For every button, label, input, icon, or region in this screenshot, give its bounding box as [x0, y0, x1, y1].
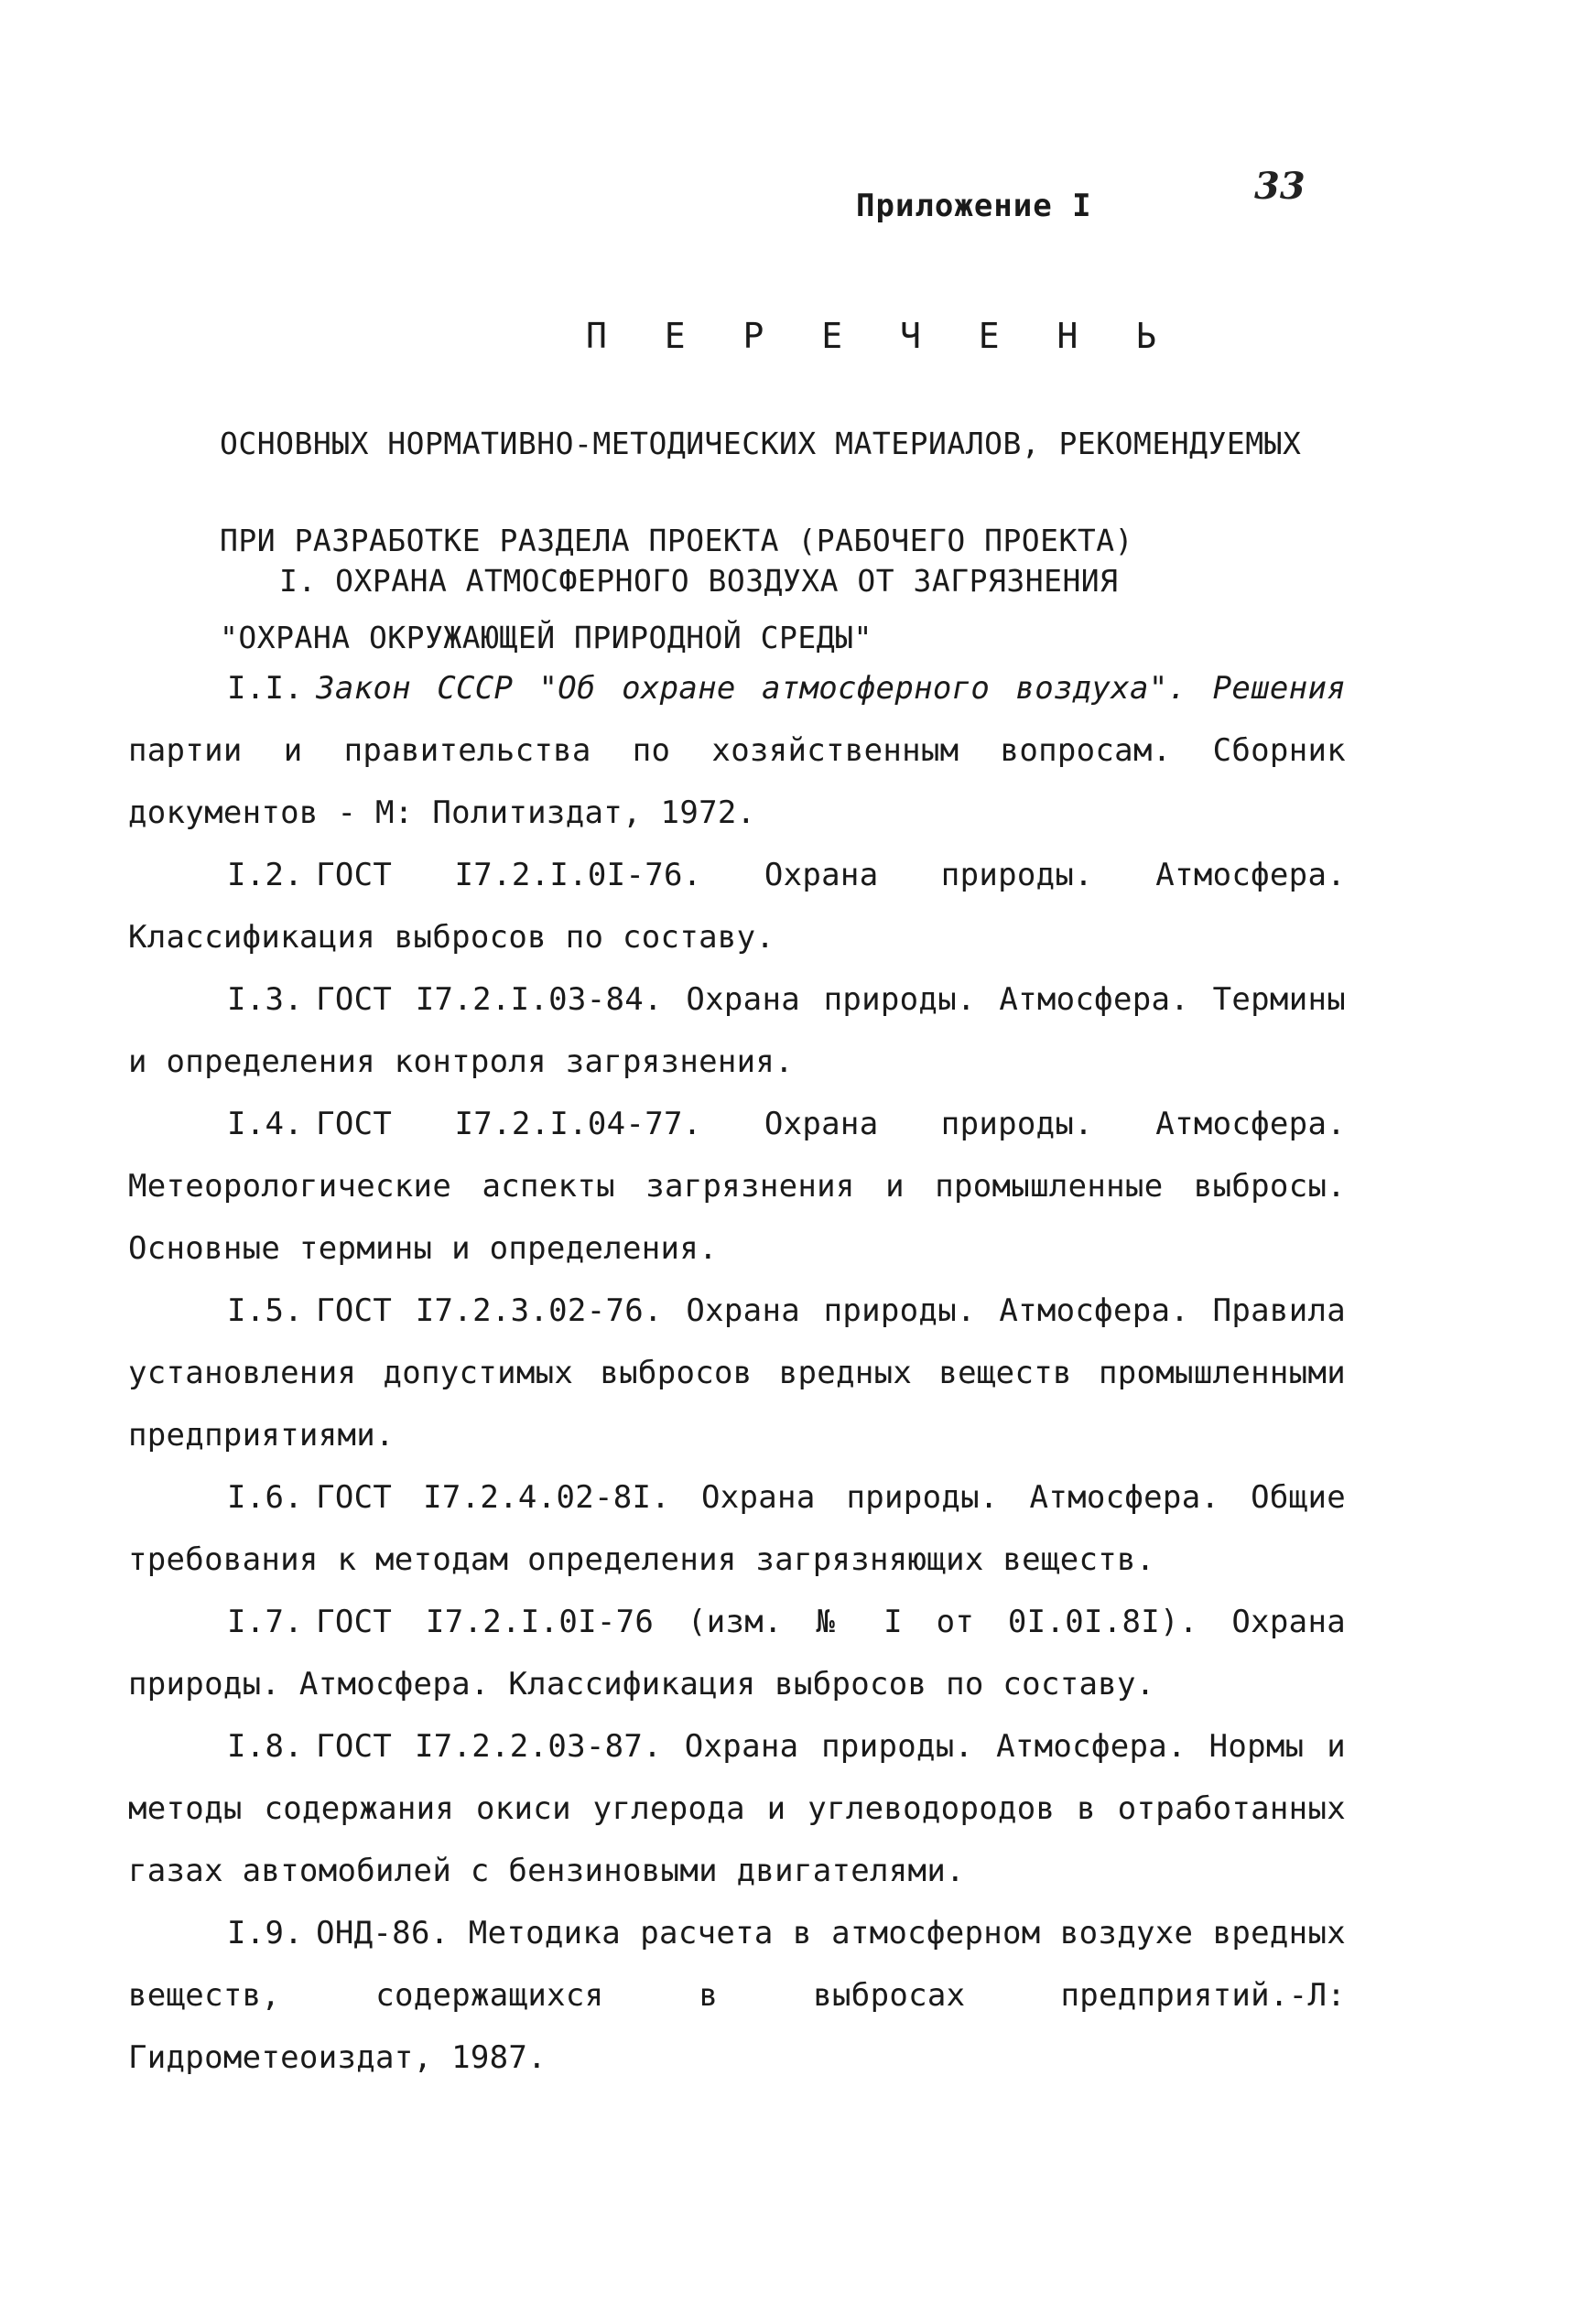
subtitle-line: ОСНОВНЫХ НОРМАТИВНО-МЕТОДИЧЕСКИХ МАТЕРИАЛОВ, РЕКОМЕНДУЕМЫХ	[220, 426, 1302, 461]
list-item	[128, 1715, 1346, 1902]
list-item	[128, 844, 1346, 968]
item-number: I.7.	[227, 1604, 304, 1640]
appendix-label: Приложение I	[856, 188, 1092, 224]
item-text: ГОСТ I7.2.I.0I-76. Охрана природы. Атмосфера. Классификация выбросов по составу.	[128, 857, 1346, 956]
list-item	[128, 968, 1346, 1093]
item-number: I.2.	[227, 857, 304, 893]
item-text: ГОСТ I7.2.2.03-87. Охрана природы. Атмосфера. Нормы и методы содержания окиси углерода и углеводородов в отработанных газах автомобилей с бензиновыми двигателями.	[128, 1728, 1346, 1889]
item-text: ГОСТ I7.2.4.02-8I. Охрана природы. Атмосфера. Общие требования к методам определения загрязняющих веществ.	[128, 1479, 1346, 1578]
page-number: 33	[1254, 165, 1306, 208]
item-text: ГОСТ I7.2.3.02-76. Охрана природы. Атмосфера. Правила установления допустимых выбросов вредных веществ промышленными предприятиями.	[128, 1292, 1346, 1454]
item-number: I.3.	[227, 981, 304, 1018]
list-item	[128, 1466, 1346, 1591]
item-number: I.8.	[227, 1728, 304, 1765]
list-item	[128, 1591, 1346, 1715]
item-text-italic: Закон СССР "Об охране атмосферного воздуха". Решения	[316, 670, 1346, 707]
list-item	[128, 1280, 1346, 1466]
item-text: партии и правительства по хозяйственным вопросам. Сборник документов - М: Политиздат, 1972.	[128, 732, 1346, 831]
subtitle-line: ПРИ РАЗРАБОТКЕ РАЗДЕЛА ПРОЕКТА (РАБОЧЕГО ПРОЕКТА)	[220, 523, 1134, 558]
item-list	[128, 657, 1346, 2089]
item-text: ГОСТ I7.2.I.04-77. Охрана природы. Атмосфера. Метеорологические аспекты загрязнения и промышленные выбросы. Основные термины и определения.	[128, 1106, 1346, 1267]
item-number: I.4.	[227, 1106, 304, 1142]
item-text: ГОСТ I7.2.I.03-84. Охрана природы. Атмосфера. Термины и определения контроля загрязнения.	[128, 981, 1346, 1080]
list-item	[128, 1093, 1346, 1280]
section-heading: I. ОХРАНА АТМОСФЕРНОГО ВОЗДУХА ОТ ЗАГРЯЗНЕНИЯ	[279, 563, 1119, 599]
document-title: П Е Р Е Ч Е Н Ь	[586, 316, 1176, 356]
subtitle-line: "ОХРАНА ОКРУЖАЮЩЕЙ ПРИРОДНОЙ СРЕДЫ"	[220, 620, 872, 655]
item-number: I.6.	[227, 1479, 304, 1516]
item-number: I.9.	[227, 1915, 304, 1951]
list-item	[128, 657, 1346, 844]
item-number: I.5.	[227, 1292, 304, 1329]
item-text: ГОСТ I7.2.I.0I-76 (изм. № I от 0I.0I.8I). Охрана природы. Атмосфера. Классификация выбросов по составу.	[128, 1604, 1346, 1702]
item-text: ОНД-86. Методика расчета в атмосферном воздухе вредных веществ, содержащихся в выбросах предприятий.-Л: Гидрометеоиздат, 1987.	[128, 1915, 1346, 2076]
item-number: I.I.	[227, 670, 304, 707]
list-item	[128, 1902, 1346, 2089]
